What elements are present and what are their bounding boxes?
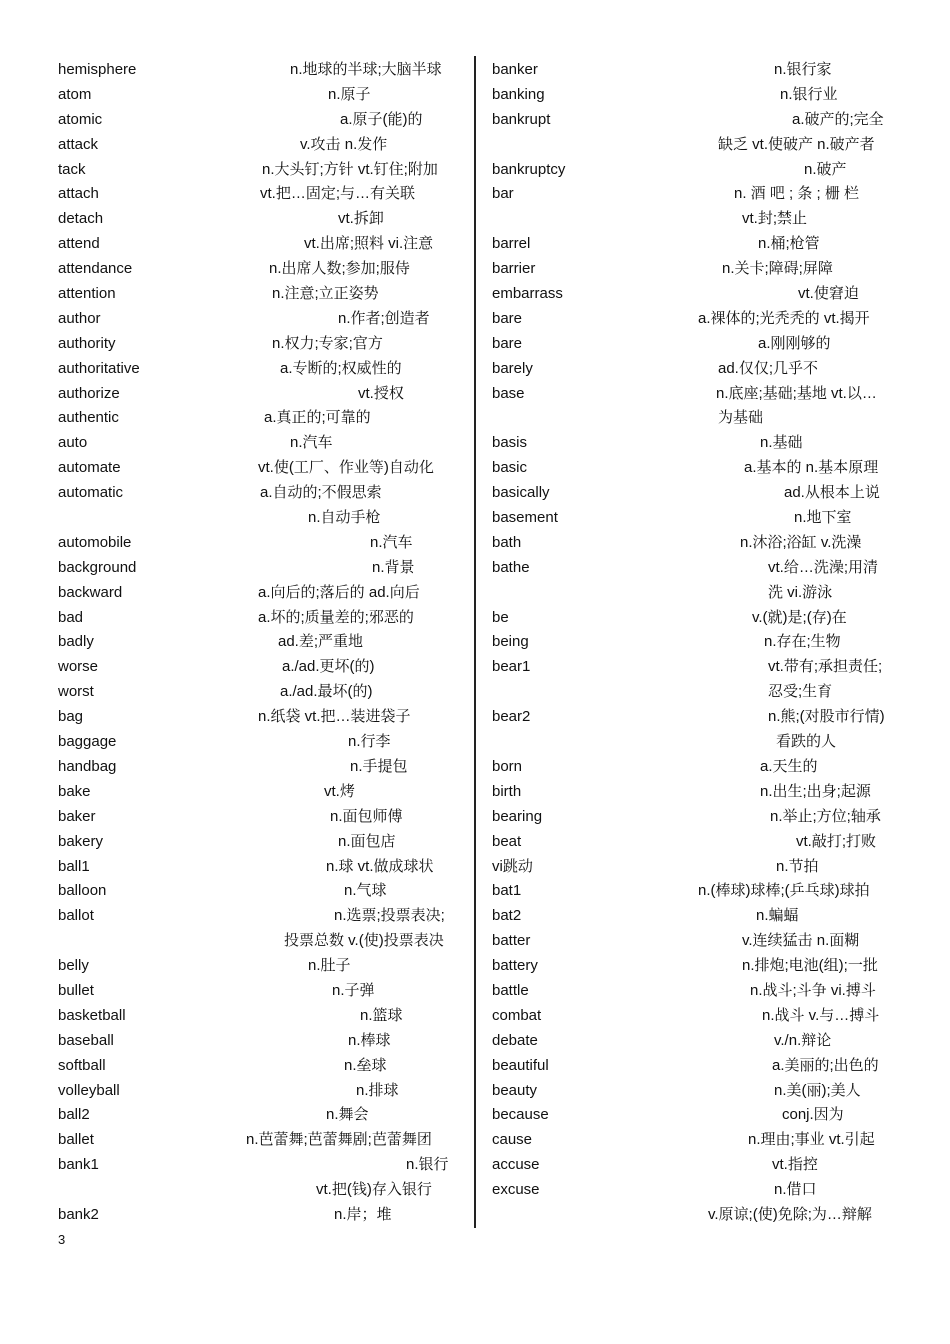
headword: combat (492, 1006, 542, 1024)
definition: vt.出席;照料 vi.注意 (304, 235, 434, 253)
definition: n.自动手枪 (308, 509, 381, 527)
definition: n. 酒 吧 ; 条 ; 栅 栏 (734, 185, 860, 203)
definition: n.面包店 (338, 832, 396, 850)
vocab-entry (492, 307, 897, 332)
definition: n.汽车 (290, 434, 333, 452)
definition: n.节拍 (776, 857, 819, 875)
headword: auto (58, 434, 88, 452)
vocab-entry (492, 830, 897, 855)
headword: barely (492, 359, 533, 377)
headword: born (492, 757, 523, 775)
vocab-entry (492, 83, 897, 108)
headword: basement (492, 509, 558, 527)
headword: belly (58, 957, 89, 975)
definition: vt.烤 (324, 782, 355, 800)
headword: hemisphere (58, 61, 137, 78)
definition: n.出席人数;参加;服侍 (269, 260, 410, 278)
headword: authorize (58, 384, 120, 402)
vocab-entry (492, 755, 897, 780)
definition: n.举止;方位;轴承 (770, 807, 881, 825)
definition: n.地球的半球;大脑半球 (290, 61, 442, 78)
headword: basketball (58, 1006, 126, 1024)
vocab-entry (492, 581, 897, 606)
vocab-entry (58, 1153, 463, 1178)
headword: automatic (58, 484, 124, 502)
vocab-entry (58, 755, 463, 780)
headword: volleyball (58, 1081, 120, 1099)
vocab-entry (58, 581, 463, 606)
headword: debate (492, 1031, 538, 1049)
definition: n.注意;立正姿势 (272, 285, 379, 303)
definition: vt.授权 (358, 384, 404, 402)
headword: attach (58, 185, 99, 203)
headword: bath (492, 533, 522, 551)
vocab-entry (58, 456, 463, 481)
definition: a./ad.更坏(的) (282, 658, 375, 676)
definition: a.裸体的;光秃秃的 vt.揭开 (698, 309, 870, 327)
definition: a./ad.最坏(的) (280, 683, 373, 701)
headword: ball2 (58, 1106, 90, 1124)
headword: attendance (58, 260, 133, 278)
headword: tack (58, 160, 86, 178)
headword: attack (58, 135, 99, 153)
definition: n.原子 (328, 85, 371, 103)
headword: bare (492, 309, 523, 327)
vocab-entry (492, 332, 897, 357)
vocab-entry (492, 630, 897, 655)
definition: n.排炮;电池(组);一批 (742, 957, 878, 975)
definition: 看跌的人 (776, 733, 837, 751)
vocab-entry (492, 879, 897, 904)
column-divider (474, 56, 476, 1228)
vocab-entry (58, 83, 463, 108)
headword: softball (58, 1056, 106, 1074)
headword: banking (492, 85, 545, 103)
definition: n.权力;专家;官方 (272, 334, 383, 352)
definition: a.刚刚够的 (758, 334, 831, 352)
vocab-entry (58, 307, 463, 332)
headword: bat2 (492, 907, 522, 925)
headword: bad (58, 608, 84, 626)
definition: a.真正的;可靠的 (264, 409, 371, 427)
headword: bathe (492, 558, 530, 576)
headword: bear1 (492, 658, 531, 676)
definition: n.棒球 (348, 1031, 391, 1049)
vocab-entry (492, 531, 897, 556)
vocab-entry (492, 705, 897, 730)
definition: a.原子(能)的 (340, 110, 423, 128)
definition: 洗 vi.游泳 (768, 583, 833, 601)
vocab-entry (492, 1029, 897, 1054)
headword: accuse (492, 1156, 540, 1174)
vocab-entry (58, 133, 463, 158)
headword: atomic (58, 110, 103, 128)
definition: n.行李 (348, 733, 391, 751)
headword: bearing (492, 807, 543, 825)
headword: being (492, 633, 529, 651)
vocab-entry (58, 680, 463, 705)
vocab-entry (58, 357, 463, 382)
vocab-entry (58, 1103, 463, 1128)
vocab-entry (58, 606, 463, 631)
headword: bake (58, 782, 91, 800)
headword: beat (492, 832, 522, 850)
vocab-entry (492, 282, 897, 307)
definition: ad.从根本上说 (784, 484, 880, 502)
headword: bag (58, 708, 84, 726)
definition: n.地下室 (794, 509, 852, 527)
vocab-entry (58, 332, 463, 357)
headword: atom (58, 85, 92, 103)
vocab-entry (492, 855, 897, 880)
vocab-entry (492, 431, 897, 456)
headword: authoritative (58, 359, 140, 377)
definition: n.肚子 (308, 957, 351, 975)
vocab-entry (58, 232, 463, 257)
definition: n.基础 (760, 434, 803, 452)
definition: a.坏的;质量差的;邪恶的 (258, 608, 414, 626)
headword: bankruptcy (492, 160, 566, 178)
definition: vt.拆卸 (338, 210, 384, 228)
headword: balloon (58, 882, 107, 900)
headword: automobile (58, 533, 132, 551)
definition: n.战斗 v.与…搏斗 (762, 1006, 880, 1024)
vocab-entry (492, 406, 897, 431)
headword: bat1 (492, 882, 522, 900)
headword: bankrupt (492, 110, 551, 128)
headword: battery (492, 957, 538, 975)
definition: n.面包师傅 (330, 807, 403, 825)
headword: backward (58, 583, 123, 601)
headword: embarrass (492, 285, 563, 303)
vocab-entry (492, 1128, 897, 1153)
vocab-entry (492, 1004, 897, 1029)
definition: n.出生;出身;起源 (760, 782, 871, 800)
vocab-entry (58, 630, 463, 655)
headword: baseball (58, 1031, 114, 1049)
headword: handbag (58, 757, 117, 775)
vocab-entry (492, 780, 897, 805)
headword: authority (58, 334, 116, 352)
vocab-entry (58, 58, 463, 83)
vocab-entry (492, 805, 897, 830)
definition: n.手提包 (350, 757, 408, 775)
definition: n.纸袋 vt.把…装进袋子 (258, 708, 411, 726)
headword: because (492, 1106, 549, 1124)
vocab-entry (58, 1203, 463, 1228)
vocab-entry (492, 606, 897, 631)
headword: battle (492, 981, 529, 999)
definition: a.基本的 n.基本原理 (744, 459, 879, 477)
definition: conj.因为 (782, 1106, 844, 1124)
definition: a.专断的;权威性的 (280, 359, 402, 377)
headword: bullet (58, 981, 94, 999)
definition: vt.指控 (772, 1156, 818, 1174)
vocab-entry (58, 506, 463, 531)
vocab-entry (492, 456, 897, 481)
definition: 忍受;生育 (768, 683, 833, 701)
vocab-entry (58, 158, 463, 183)
vocab-entry (58, 431, 463, 456)
definition: n.银行业 (780, 85, 838, 103)
definition: n.关卡;障碍;屏障 (722, 260, 833, 278)
definition: a.向后的;落后的 ad.向后 (258, 583, 420, 601)
headword: automate (58, 459, 121, 477)
definition: v.攻击 n.发作 (300, 135, 388, 153)
headword: bar (492, 185, 514, 203)
headword: ballet (58, 1131, 94, 1149)
definition: n.理由;事业 vt.引起 (748, 1131, 875, 1149)
headword: barrier (492, 260, 536, 278)
vocab-entry (58, 556, 463, 581)
definition: a.自动的;不假思索 (260, 484, 382, 502)
vocab-entry (492, 929, 897, 954)
headword: vi跳动 (492, 857, 533, 875)
definition: n.子弹 (332, 981, 375, 999)
headword: author (58, 309, 101, 327)
headword: badly (58, 633, 94, 651)
vocab-entry (492, 1103, 897, 1128)
vocab-entry (58, 705, 463, 730)
vocab-entry (58, 780, 463, 805)
definition: n.气球 (344, 882, 387, 900)
vocab-entry (58, 730, 463, 755)
definition: vt.敲打;打败 (796, 832, 877, 850)
vocab-entry (58, 929, 463, 954)
definition: n.银行家 (774, 61, 832, 78)
definition: n.桶;枪管 (758, 235, 820, 253)
definition: n.美(丽);美人 (774, 1081, 861, 1099)
definition: v.原谅;(使)免除;为…辩解 (708, 1205, 872, 1223)
headword: base (492, 384, 525, 402)
definition: n.战斗;斗争 vi.搏斗 (750, 981, 876, 999)
definition: vt.带有;承担责任; (768, 658, 883, 676)
definition: n.球 vt.做成球状 (326, 857, 434, 875)
definition: n.熊;(对股市行情) (768, 708, 885, 726)
vocab-entry (492, 207, 897, 232)
vocab-entry (492, 133, 897, 158)
definition: v.(就)是;(存)在 (752, 608, 847, 626)
headword: baker (58, 807, 96, 825)
vocab-entry (58, 257, 463, 282)
definition: n.大头钉;方针 vt.钉住;附加 (262, 160, 438, 178)
vocab-entry (492, 257, 897, 282)
definition: n.选票;投票表决; (334, 907, 445, 925)
definition: vt.封;禁止 (742, 210, 808, 228)
definition: 投票总数 v.(使)投票表决 (284, 932, 444, 950)
headword: detach (58, 210, 104, 228)
vocab-entry (492, 182, 897, 207)
vocab-entry (492, 680, 897, 705)
vocab-entry (58, 855, 463, 880)
vocab-entry (58, 1054, 463, 1079)
headword: batter (492, 932, 531, 950)
right-column (492, 58, 897, 1228)
vocab-entry (58, 282, 463, 307)
headword: ball1 (58, 857, 90, 875)
vocab-entry (492, 979, 897, 1004)
definition: vt.使(工厂、作业等)自动化 (258, 459, 434, 477)
vocab-entry (492, 1178, 897, 1203)
vocab-entry (492, 357, 897, 382)
vocab-entry (58, 1178, 463, 1203)
vocab-entry (58, 1029, 463, 1054)
left-column (58, 58, 463, 1228)
vocab-entry (492, 1079, 897, 1104)
vocab-entry (492, 655, 897, 680)
definition: vt.把…固定;与…有关联 (260, 185, 416, 203)
vocab-entry (58, 1128, 463, 1153)
vocab-entry (492, 158, 897, 183)
vocab-entry (492, 108, 897, 133)
definition: n.垒球 (344, 1056, 387, 1074)
headword: bear2 (492, 708, 531, 726)
headword: banker (492, 61, 538, 78)
definition: ad.差;严重地 (278, 633, 364, 651)
definition: n.舞会 (326, 1106, 369, 1124)
headword: bare (492, 334, 523, 352)
headword: basically (492, 484, 550, 502)
vocab-entry (492, 954, 897, 979)
vocab-entry (58, 108, 463, 133)
vocab-entry (58, 954, 463, 979)
headword: bakery (58, 832, 104, 850)
headword: be (492, 608, 509, 626)
headword: ballot (58, 907, 94, 925)
vocab-entry (58, 830, 463, 855)
headword: cause (492, 1131, 533, 1149)
definition: ad.仅仅;几乎不 (718, 359, 819, 377)
definition: n.底座;基础;基地 vt.以… (716, 384, 877, 402)
vocab-entry (58, 979, 463, 1004)
vocab-entry (492, 58, 897, 83)
vocab-entry (58, 406, 463, 431)
definition: 缺乏 vt.使破产 n.破产者 (718, 135, 875, 153)
definition: n.排球 (356, 1081, 399, 1099)
vocab-entry (58, 655, 463, 680)
definition: n.背景 (372, 558, 415, 576)
headword: bank2 (58, 1205, 99, 1223)
vocab-entry (58, 904, 463, 929)
vocab-entry (492, 904, 897, 929)
vocab-entry (492, 556, 897, 581)
vocab-entry (492, 481, 897, 506)
vocab-entry (492, 1203, 897, 1228)
definition: n.作者;创造者 (338, 309, 430, 327)
headword: basic (492, 459, 528, 477)
vocab-entry (492, 730, 897, 755)
vocab-entry (58, 207, 463, 232)
vocab-entry (492, 232, 897, 257)
definition: n.篮球 (360, 1006, 403, 1024)
headword: background (58, 558, 137, 576)
headword: attention (58, 285, 116, 303)
definition: n.沐浴;浴缸 v.洗澡 (740, 533, 862, 551)
definition: a.天生的 (760, 757, 818, 775)
headword: attend (58, 235, 100, 253)
definition: n.(棒球)球棒;(乒乓球)球拍 (698, 882, 870, 900)
headword: excuse (492, 1181, 540, 1199)
definition: n.蝙蝠 (756, 907, 799, 925)
definition: n.芭蕾舞;芭蕾舞剧;芭蕾舞团 (246, 1131, 432, 1149)
definition: n.借口 (774, 1181, 817, 1199)
definition: vt.把(钱)存入银行 (316, 1181, 432, 1199)
vocab-entry (58, 531, 463, 556)
definition: vt.给…洗澡;用清 (768, 558, 879, 576)
definition: a.破产的;完全 (792, 110, 884, 128)
headword: worst (58, 683, 94, 701)
headword: baggage (58, 733, 117, 751)
definition: 为基础 (718, 409, 764, 427)
vocab-entry (492, 382, 897, 407)
headword: worse (58, 658, 99, 676)
vocab-entry (492, 1153, 897, 1178)
headword: authentic (58, 409, 119, 427)
headword: beauty (492, 1081, 538, 1099)
headword: beautiful (492, 1056, 549, 1074)
definition: n.存在;生物 (764, 633, 841, 651)
vocab-entry (58, 481, 463, 506)
definition: n.银行 (406, 1156, 449, 1174)
vocab-entry (492, 1054, 897, 1079)
definition: v.连续猛击 n.面糊 (742, 932, 860, 950)
definition: n.汽车 (370, 533, 413, 551)
vocab-entry (492, 506, 897, 531)
definition: vt.使窘迫 (798, 285, 859, 303)
definition: n.破产 (804, 160, 847, 178)
definition: a.美丽的;出色的 (772, 1056, 879, 1074)
vocab-entry (58, 1004, 463, 1029)
headword: basis (492, 434, 528, 452)
vocab-entry (58, 1079, 463, 1104)
headword: barrel (492, 235, 531, 253)
vocab-entry (58, 879, 463, 904)
headword: birth (492, 782, 522, 800)
vocab-entry (58, 182, 463, 207)
headword: bank1 (58, 1156, 99, 1174)
definition: v./n.辩论 (774, 1031, 832, 1049)
vocab-entry (58, 805, 463, 830)
page-number: 3 (58, 1232, 66, 1247)
definition: n.岸；堆 (334, 1205, 392, 1223)
vocab-entry (58, 382, 463, 407)
